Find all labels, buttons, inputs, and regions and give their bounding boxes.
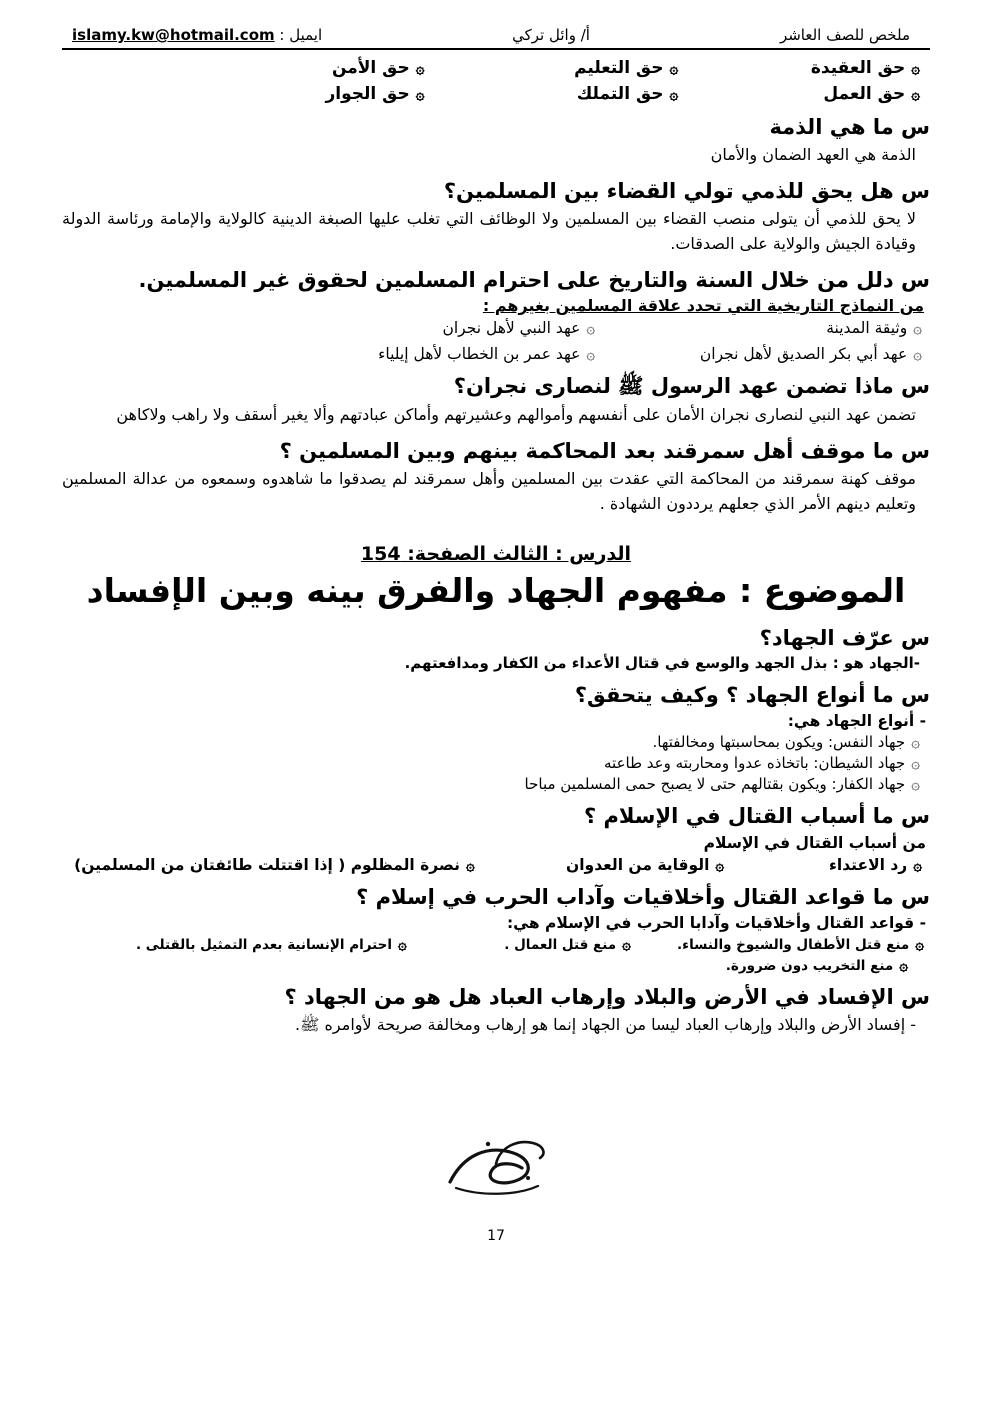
right-item (425, 84, 679, 104)
right-item-label: حق العقيدة (810, 58, 906, 78)
answer-text: موقف كهنة سمرقند من المحاكمة التي عقدت بين المسلمين وأهل سمرقند لم يصدقوا ما شاهدوه وسمعوه من عدالة المسلمين وتعليم دينهم الأمر الذي جعلهم يرددون الشهادة . (62, 468, 916, 513)
rights-grid (62, 58, 920, 104)
model-item (62, 319, 595, 337)
historical-models-row (62, 319, 930, 363)
subheading-underlined: من النماذج التاريخية التي تحدد علاقة المسلمين بغيرهم : (482, 296, 924, 316)
jihad-type-item (62, 754, 930, 772)
flower-bullet-icon: ۞ (669, 85, 679, 103)
flower-bullet-icon: ۞ (911, 733, 920, 752)
answer-text: تضمن عهد النبي لنصارى نجران الأمان على أنفسهم وأموالهم وعشيرتهم وأماكن عبادتهم وألا يغير أسقف ولا راهب ولاكاهن (116, 404, 916, 424)
right-item-label: حق التعليم (574, 58, 664, 78)
answer-text-bold: -الجهاد هو : بذل الجهد والوسع في قتال الأعداء من الكفار ومدافعتهم. (404, 653, 920, 672)
reason-item-label: رد الاعتداء (828, 855, 908, 874)
flower-bullet-icon: ۞ (586, 319, 596, 338)
model-item (62, 345, 595, 363)
question-heading: س ما أسباب القتال في الإسلام ؟ (583, 804, 930, 829)
header-email: islamy.kw@hotmail.com (72, 26, 275, 44)
flower-bullet-icon: ۞ (913, 855, 922, 874)
page-header (62, 26, 930, 50)
rule-item (62, 956, 930, 974)
header-teacher-name: أ/ وائل تركي (512, 26, 590, 44)
right-item (62, 84, 425, 104)
right-item-label: حق الأمن (331, 58, 410, 78)
rule-item (631, 935, 924, 953)
answer-lead: من أسباب القتال في الإسلام (703, 833, 926, 852)
flower-bullet-icon: ۞ (415, 85, 425, 103)
right-item (678, 58, 920, 78)
question-heading: س ماذا تضمن عهد الرسول ﷺ لنصارى نجران؟ (453, 374, 930, 399)
right-item-label: حق التملك (576, 84, 664, 104)
flower-bullet-icon: ۞ (911, 754, 920, 773)
flower-bullet-icon: ۞ (911, 775, 920, 794)
flower-bullet-icon: ۞ (915, 934, 924, 953)
rule-item (62, 935, 407, 953)
question-heading: س ما قواعد القتال وأخلاقيات وآداب الحرب في إسلام ؟ (356, 884, 930, 909)
model-item (595, 319, 922, 337)
answer-text: - إفساد الأرض والبلاد وإرهاب العباد ليسا من الجهاد إنما هو إرهاب ومخالفة صريحة لأوامره ﷺ. (295, 1015, 916, 1035)
reason-item (475, 856, 724, 874)
flower-bullet-icon: ۞ (586, 345, 596, 364)
flower-bullet-icon: ۞ (466, 855, 475, 874)
jihad-type-item (62, 733, 930, 751)
flower-bullet-icon: ۞ (415, 59, 425, 77)
question-heading: س ما هي الذمة (769, 115, 930, 139)
question-heading: س ما موقف أهل سمرقند بعد المحاكمة بينهم وبين المسلمين ؟ (279, 438, 930, 463)
right-item (678, 84, 920, 104)
model-item-label: وثيقة المدينة (826, 319, 908, 338)
answer-text: لا يحق للذمي أن يتولى منصب القضاء بين المسلمين ولا الوظائف التي تغلب عليها الصبغة الدينية كالولاية والإمامة ورئاسة الدولة وقيادة الجيش والولاية على الصدقات. (62, 209, 916, 254)
flower-bullet-icon: ۞ (622, 934, 631, 953)
header-course-title: ملخص للصف العاشر (779, 26, 910, 44)
lesson-reference-text: الدرس : الثالث الصفحة: 154 (360, 542, 632, 565)
model-item-label: عهد النبي لأهل نجران (442, 319, 581, 338)
fight-reasons-row (62, 856, 930, 874)
rule-item-label: منع قتل الأطفال والشيوخ والنساء. (677, 936, 910, 953)
calligraphy-signature (62, 1130, 930, 1202)
question-heading: س الإفساد في الأرض والبلاد وإرهاب العباد هل هو من الجهاد ؟ (284, 984, 930, 1009)
question-heading: س عرّف الجهاد؟ (759, 625, 930, 650)
reason-item-label: نصرة المظلوم ( إذا اقتتلت طائفتان من المسلمين) (74, 855, 461, 874)
flower-bullet-icon: ۞ (913, 345, 922, 364)
model-item-label: عهد أبي بكر الصديق لأهل نجران (699, 345, 908, 364)
flower-bullet-icon: ۞ (913, 319, 922, 338)
rule-item-label: احترام الإنسانية بعدم التمثيل بالقتلى . (135, 936, 393, 953)
flower-bullet-icon: ۞ (669, 59, 679, 77)
flower-bullet-icon: ۞ (899, 955, 908, 974)
answer-lead: - قواعد القتال وأخلاقيات وآدابا الحرب في الإسلام هي: (506, 913, 926, 932)
rule-item-label: منع التخريب دون ضرورة. (725, 957, 894, 974)
jihad-type-label: جهاد النفس: ويكون بمحاسبتها ومخالفتها. (652, 733, 906, 752)
header-email-block (72, 26, 322, 44)
war-rules-row (62, 935, 930, 953)
model-item (595, 345, 922, 363)
reason-item-label: الوقاية من العدوان (566, 855, 710, 874)
flower-bullet-icon: ۞ (715, 855, 725, 874)
jihad-type-label: جهاد الكفار: ويكون بقتالهم حتى لا يصبح حمى المسلمين مباحا (524, 775, 906, 794)
jihad-type-item (62, 775, 930, 793)
flower-bullet-icon: ۞ (911, 59, 920, 77)
reason-item (724, 856, 922, 874)
right-item (425, 58, 679, 78)
topic-title: الموضوع : مفهوم الجهاد والفرق بينه وبين الإفساد (86, 570, 906, 610)
answer-lead: - أنواع الجهاد هي: (787, 712, 926, 731)
reason-item (62, 856, 475, 874)
right-item-label: حق الجوار (325, 84, 410, 104)
jihad-type-label: جهاد الشيطان: باتخاذه عدوا ومحاربته وعد طاعته (604, 754, 906, 773)
right-item-label: حق العمل (823, 84, 906, 104)
right-item (62, 58, 425, 78)
header-email-label: ايميل : (279, 26, 323, 44)
rule-item (407, 935, 631, 953)
model-item-label: عهد عمر بن الخطاب لأهل إيلياء (378, 345, 581, 364)
flower-bullet-icon: ۞ (398, 934, 407, 953)
lesson-reference-line (62, 543, 930, 565)
rule-item-label: منع قتل العمال . (504, 936, 617, 953)
page-number: 17 (487, 1228, 505, 1245)
flower-bullet-icon: ۞ (911, 85, 920, 103)
question-heading: س دلل من خلال السنة والتاريخ على احترام المسلمين لحقوق غير المسلمين. (138, 268, 930, 293)
answer-text: الذمة هي العهد الضمان والأمان (710, 145, 916, 165)
question-heading: س هل يحق للذمي تولي القضاء بين المسلمين؟ (443, 179, 930, 204)
question-heading: س ما أنواع الجهاد ؟ وكيف يتحقق؟ (574, 682, 930, 707)
